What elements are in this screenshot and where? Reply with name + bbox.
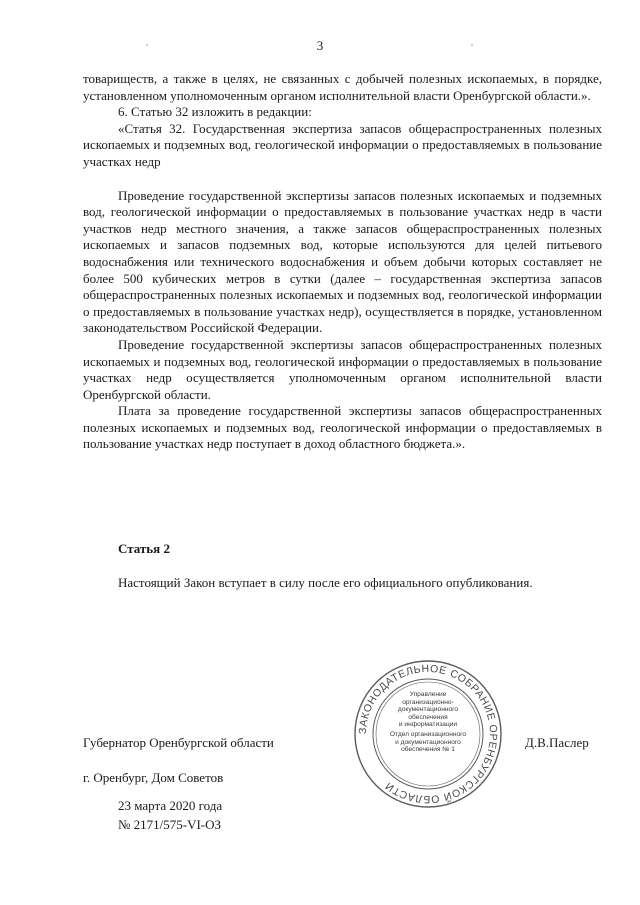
- page-number: 3: [316, 38, 324, 53]
- body-paragraph: 6. Статью 32 изложить в редакции:: [118, 104, 312, 120]
- body-paragraph: Проведение государственной экспертизы запасов полезных ископаемых и подземных вод, геологической информации о предоставляемых в пользование участках недр в части участков недр местного значения, а также запасов общераспространенных полезных ископаемых и запасов подземных вод, которые используются для целей питьевого водоснабжения или технического водоснабжения и объем добычи которых составляет не более 500 кубических метров в сутки (далее – государственная экспертиза запасов общераспространенных полезных ископаемых и подземных вод, геологической информации о предоставляемых в пользование участках недр), осуществляется в порядке, установленном законодательством Российской Федерации.: [83, 187, 602, 336]
- scan-speck: [471, 44, 473, 46]
- stamp-line: Управление: [409, 691, 447, 698]
- governor-name: Д.В.Паслер: [525, 735, 589, 750]
- body-paragraph: товариществ, а также в целях, не связанных с добычей полезных ископаемых, в порядке, установленном уполномоченным органом исполнительной власти Оренбургской области.».: [83, 71, 602, 103]
- official-stamp: [353, 659, 503, 809]
- stamp-line: Отдел организационного: [389, 730, 467, 738]
- stamp-ring-text: ЗАКОНОДАТЕЛЬНОЕ СОБРАНИЕ ОРЕНБУРГСКОЙ ОБЛАСТИ: [356, 662, 500, 806]
- stamp-line: и документационного: [395, 738, 461, 746]
- stamp-line: обеспечения: [408, 713, 448, 721]
- stamp-inner-text: [375, 691, 481, 754]
- scan-speck: [146, 44, 148, 46]
- stamp-line: обеспечения № 1: [401, 746, 455, 754]
- stamp-line: и информатизации: [398, 721, 458, 729]
- signing-place: г. Оренбург, Дом Советов: [83, 770, 224, 785]
- article-2-text: Настоящий Закон вступает в силу после его официального опубликования.: [118, 575, 533, 590]
- body-paragraph: Плата за проведение государственной экспертизы запасов общераспространенных полезных ископаемых и подземных вод, геологической информации о предоставляемых в пользование участках недр поступает в доход областного бюджета.».: [83, 403, 602, 452]
- article-2-heading: Статья 2: [118, 541, 170, 556]
- body-paragraph: «Статья 32. Государственная экспертиза запасов общераспространенных полезных ископаемых и подземных вод, геологической информации о предоставляемых в пользование участках недр: [83, 120, 602, 169]
- body-paragraph: Проведение государственной экспертизы запасов общераспространенных полезных ископаемых и подземных вод, геологической информации о предоставляемых в пользование участках недр осуществляется уполномоченным органом исполнительной власти Оренбургской области.: [83, 336, 602, 402]
- law-body-text: [83, 71, 602, 453]
- stamp-line: организационно-: [402, 698, 454, 706]
- law-number: № 2171/575-VI-ОЗ: [118, 817, 222, 832]
- stamp-line: документационного: [397, 706, 459, 714]
- governor-title: Губернатор Оренбургской области: [83, 735, 274, 750]
- paragraph-gap: [83, 171, 602, 188]
- signing-date: 23 марта 2020 года: [118, 798, 223, 813]
